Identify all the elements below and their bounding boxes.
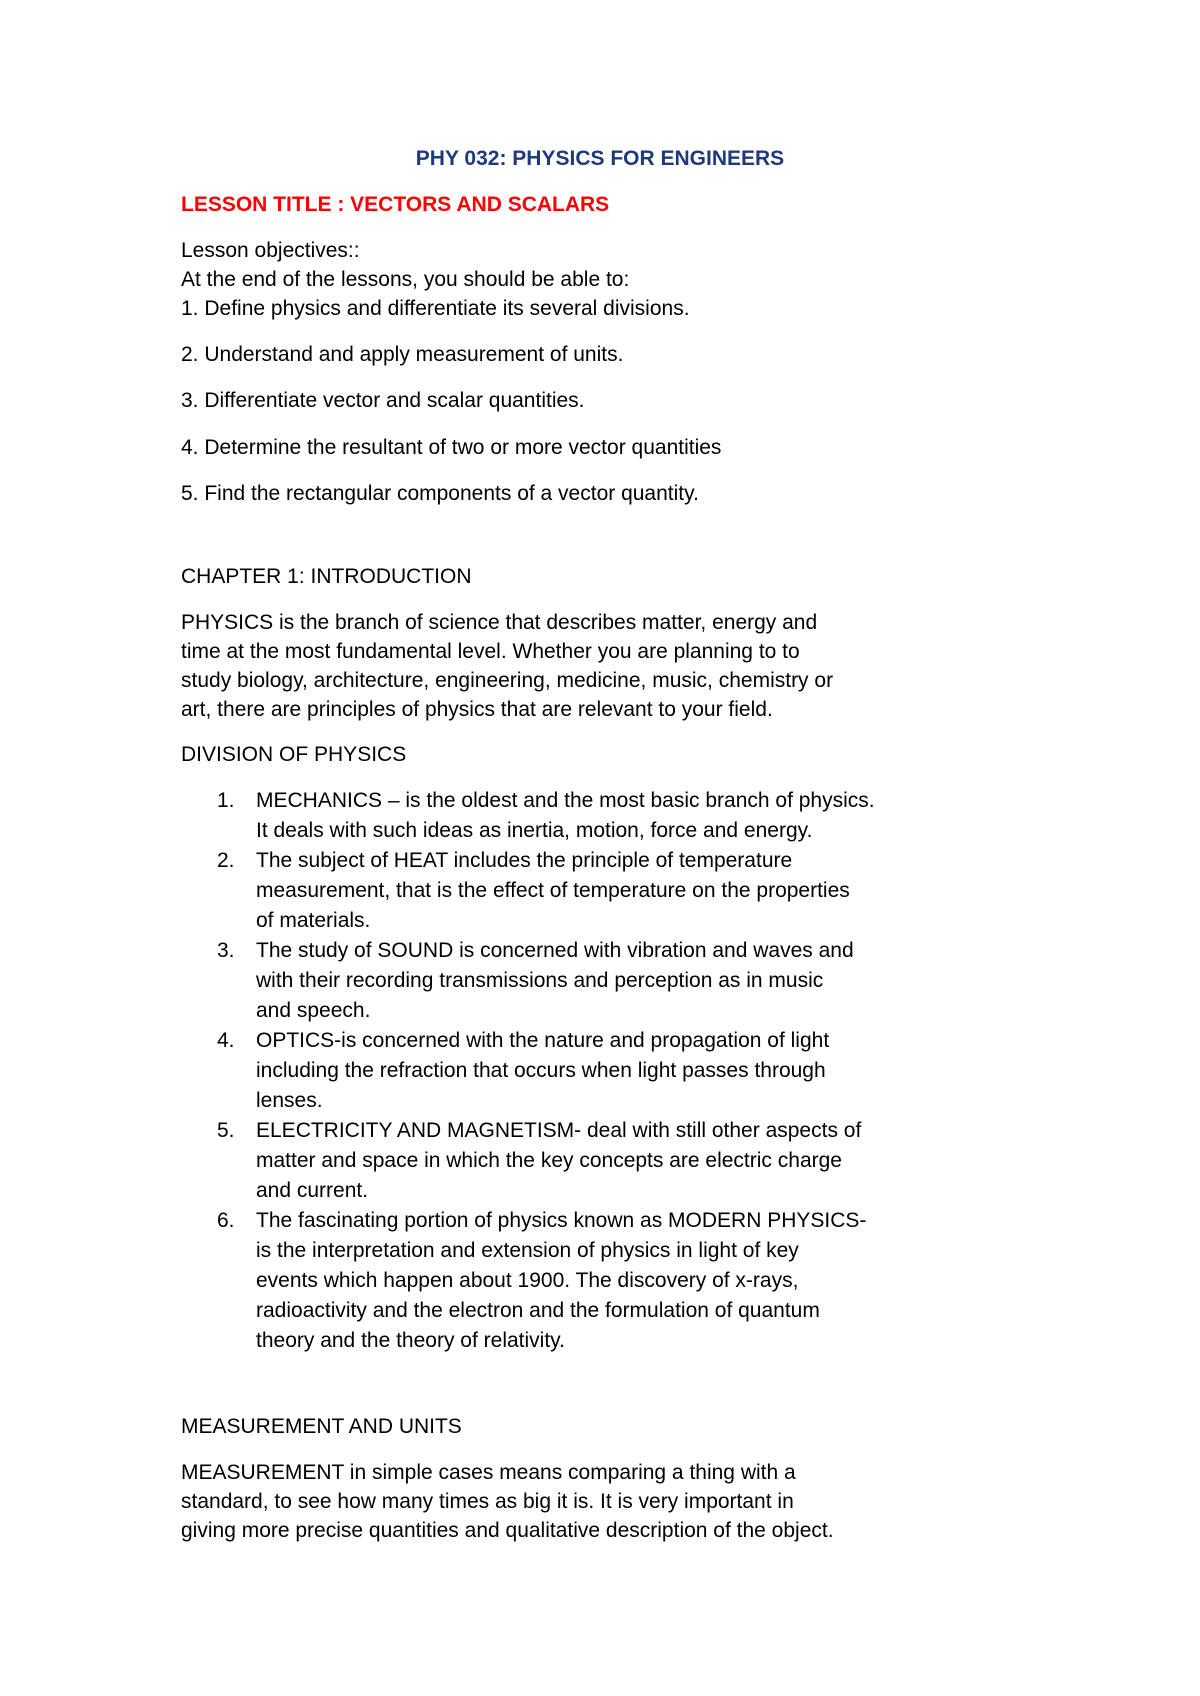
objective-item: 4. Determine the resultant of two or more vector quantities (181, 436, 722, 459)
division-line: with their recording transmissions and perception as in music (256, 969, 824, 992)
physics-paragraph (181, 608, 1041, 724)
division-line: The subject of HEAT includes the principle of temperature (256, 849, 793, 872)
division-line: ELECTRICITY AND MAGNETISM- deal with still other aspects of (256, 1119, 862, 1142)
division-line: and speech. (256, 999, 371, 1022)
division-heading: DIVISION OF PHYSICS (181, 743, 407, 766)
division-item (181, 1026, 1041, 1116)
course-title: PHY 032: PHYSICS FOR ENGINEERS (415, 147, 785, 170)
division-line: It deals with such ideas as inertia, motion, force and energy. (256, 819, 813, 842)
divisions-list (181, 786, 1041, 1356)
paragraph-line: standard, to see how many times as big it is. It is very important in (181, 1490, 794, 1513)
division-line: is the interpretation and extension of physics in light of key (256, 1239, 799, 1262)
paragraph-line: art, there are principles of physics that are relevant to your field. (181, 698, 773, 721)
paragraph-line: PHYSICS is the branch of science that describes matter, energy and (181, 611, 818, 634)
division-line: MECHANICS – is the oldest and the most basic branch of physics. (256, 789, 875, 812)
division-line: events which happen about 1900. The discovery of x-rays, (256, 1269, 799, 1292)
division-line: OPTICS-is concerned with the nature and propagation of light (256, 1029, 830, 1052)
objectives-label: Lesson objectives:: (181, 239, 360, 262)
division-line: lenses. (256, 1089, 323, 1112)
division-line: matter and space in which the key concepts are electric charge (256, 1149, 842, 1172)
division-number: 3. (217, 939, 235, 962)
objective-item: 1. Define physics and differentiate its several divisions. (181, 297, 690, 320)
division-item (181, 936, 1041, 1026)
paragraph-line: study biology, architecture, engineering, medicine, music, chemistry or (181, 669, 834, 692)
division-number: 2. (217, 849, 235, 872)
division-item (181, 786, 1041, 846)
division-number: 4. (217, 1029, 235, 1052)
division-number: 5. (217, 1119, 235, 1142)
division-item (181, 1206, 1041, 1356)
division-line: The study of SOUND is concerned with vibration and waves and (256, 939, 854, 962)
division-line: The fascinating portion of physics known as MODERN PHYSICS- (256, 1209, 867, 1232)
paragraph-line: giving more precise quantities and qualitative description of the object. (181, 1519, 834, 1542)
division-number: 6. (217, 1209, 235, 1232)
division-item (181, 846, 1041, 936)
lesson-title: LESSON TITLE : VECTORS AND SCALARS (181, 193, 610, 216)
division-line: theory and the theory of relativity. (256, 1329, 565, 1352)
paragraph-line: MEASUREMENT in simple cases means comparing a thing with a (181, 1461, 796, 1484)
division-line: including the refraction that occurs when light passes through (256, 1059, 826, 1082)
division-line: and current. (256, 1179, 369, 1202)
division-item (181, 1116, 1041, 1206)
paragraph-line: time at the most fundamental level. Whether you are planning to to (181, 640, 800, 663)
division-number: 1. (217, 789, 235, 812)
objective-item: 3. Differentiate vector and scalar quantities. (181, 389, 585, 412)
chapter-heading: CHAPTER 1: INTRODUCTION (181, 565, 472, 588)
division-line: of materials. (256, 909, 371, 932)
objectives-intro: At the end of the lessons, you should be able to: (181, 268, 630, 291)
objective-item: 2. Understand and apply measurement of units. (181, 343, 624, 366)
objective-item: 5. Find the rectangular components of a vector quantity. (181, 482, 699, 505)
division-line: radioactivity and the electron and the formulation of quantum (256, 1299, 820, 1322)
measurement-paragraph (181, 1458, 1041, 1545)
division-line: measurement, that is the effect of temperature on the properties (256, 879, 850, 902)
measurement-heading: MEASUREMENT AND UNITS (181, 1415, 462, 1438)
